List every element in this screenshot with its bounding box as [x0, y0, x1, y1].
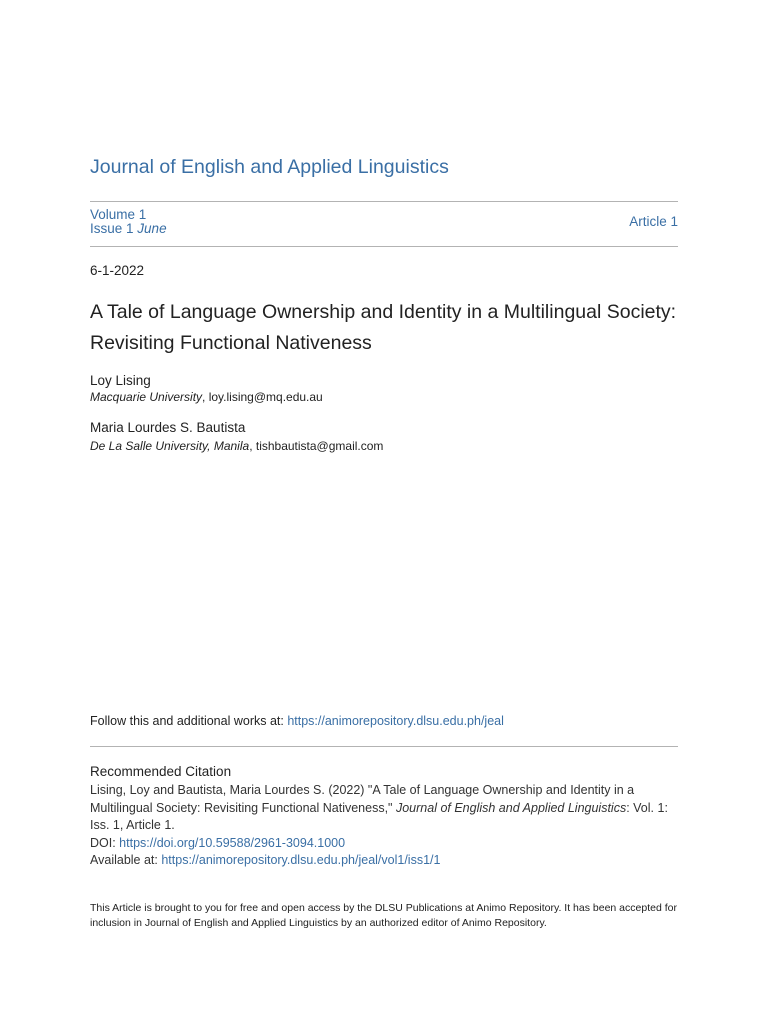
- author-affiliation: [90, 439, 383, 453]
- article-title: A Tale of Language Ownership and Identity in a Multilingual Society: Revisiting Functional Nativeness: [90, 301, 677, 354]
- issue-label: Issue 1: [90, 221, 134, 236]
- author-affiliation: [90, 390, 323, 404]
- issue-month: June: [137, 221, 167, 236]
- follow-text: Follow this and additional works at:: [90, 714, 288, 728]
- citation-block: [90, 782, 678, 870]
- divider-middle: [90, 246, 678, 247]
- volume-issue-block: [90, 208, 167, 236]
- author-institution: De La Salle University, Manila: [90, 439, 250, 453]
- issue-link[interactable]: [90, 221, 167, 236]
- available-at-link[interactable]: https://animorepository.dlsu.edu.ph/jeal/vol1/iss1/1: [161, 853, 441, 867]
- citation-journal: Journal of English and Applied Linguistics: [395, 800, 627, 815]
- author-name: Maria Lourdes S. Bautista: [90, 420, 246, 435]
- recommended-citation-heading: Recommended Citation: [90, 764, 232, 779]
- author-email: , loy.lising@mq.edu.au: [202, 390, 323, 404]
- divider-bottom: [90, 746, 678, 747]
- access-notice: This Article is brought to you for free and open access by the DLSU Publications at Animo Repository. It has been accepted for inclusion in Journal of English and Applied Linguistics by an authorized editor of Animo Repository.: [90, 902, 677, 929]
- volume-link[interactable]: Volume 1: [90, 207, 147, 222]
- doi-link[interactable]: https://doi.org/10.59588/2961-3094.1000: [119, 835, 346, 850]
- article-number-link[interactable]: Article 1: [629, 214, 678, 229]
- journal-title-link[interactable]: Journal of English and Applied Linguistics: [90, 156, 449, 178]
- author-institution: Macquarie University: [90, 390, 203, 404]
- author-name: Loy Lising: [90, 373, 151, 388]
- follow-repository-link[interactable]: https://animorepository.dlsu.edu.ph/jeal: [287, 714, 504, 728]
- divider-top: [90, 201, 678, 202]
- citation-volume-info: : Vol. 1: Iss. 1, Article 1.: [90, 800, 668, 832]
- available-label: Available at:: [90, 853, 162, 867]
- cover-page: [90, 0, 678, 1024]
- publication-date: 6-1-2022: [90, 263, 145, 278]
- doi-label: DOI:: [90, 835, 120, 850]
- citation-text: Lising, Loy and Bautista, Maria Lourdes S. (2022) "A Tale of Language Ownership and Identity in a Multilingual Society: Revisiting Functional Nativeness,": [90, 783, 635, 815]
- follow-line: [90, 714, 504, 728]
- author-email: , tishbautista@gmail.com: [249, 439, 384, 453]
